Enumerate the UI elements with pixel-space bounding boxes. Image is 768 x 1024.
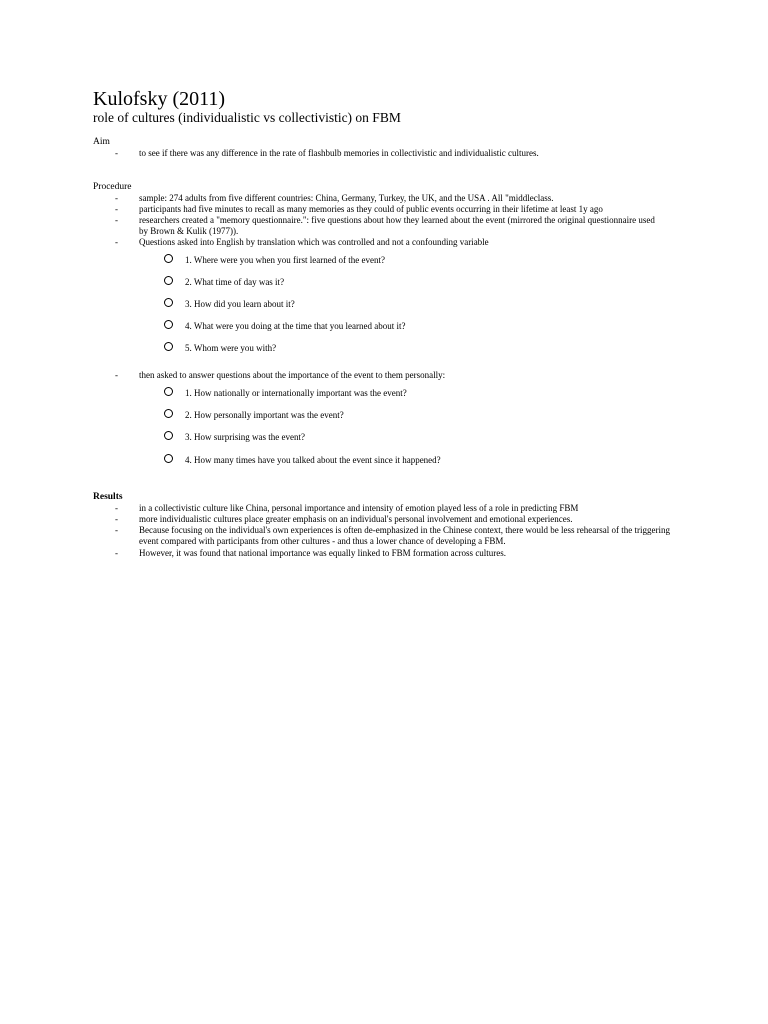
procedure-item-text: participants had five minutes to recall as many memories as they could of public events occurring in their lifetime at least 1y ago bbox=[139, 204, 603, 214]
question-text: 1. Where were you when you first learned of the event? bbox=[185, 255, 386, 265]
page-subtitle: role of cultures (individualistic vs collectivistic) on FBM bbox=[93, 110, 401, 125]
circle-bullet-icon bbox=[164, 320, 173, 329]
bullet-dash: - bbox=[115, 148, 118, 158]
procedure-item bbox=[93, 215, 693, 237]
results-item-text: However, it was found that national importance was equally linked to FBM formation across cultures. bbox=[139, 548, 507, 558]
importance-question-text: 1. How nationally or internationally important was the event? bbox=[185, 388, 407, 398]
bullet-dash: - bbox=[115, 548, 118, 558]
results-item-text: more individualistic cultures place greater emphasis on an individual's personal involvement and emotional experiences. bbox=[139, 514, 573, 524]
procedure-item-text: Questions asked into English by translation which was controlled and not a confounding variable bbox=[139, 237, 489, 247]
circle-bullet-icon bbox=[164, 454, 173, 463]
results-item bbox=[93, 514, 693, 525]
page-title: Kulofsky (2011) bbox=[93, 88, 226, 110]
bullet-dash: - bbox=[115, 204, 118, 214]
bullet-dash: - bbox=[115, 193, 118, 203]
circle-bullet-icon bbox=[164, 342, 173, 351]
aim-item-text: to see if there was any difference in the rate of flashbulb memories in collectivistic and individualistic cultures. bbox=[139, 148, 539, 158]
procedure-item bbox=[93, 193, 693, 204]
question-item bbox=[164, 277, 284, 288]
bullet-dash: - bbox=[115, 215, 118, 225]
circle-bullet-icon bbox=[164, 387, 173, 396]
bullet-dash: - bbox=[115, 525, 118, 535]
bullet-dash: - bbox=[115, 503, 118, 513]
question-text: 2. What time of day was it? bbox=[185, 277, 285, 287]
results-item bbox=[93, 525, 693, 547]
importance-question-text: 4. How many times have you talked about the event since it happened? bbox=[185, 455, 441, 465]
question-item bbox=[164, 299, 295, 310]
procedure-followup-text: then asked to answer questions about the importance of the event to them personally: bbox=[139, 370, 446, 380]
results-item bbox=[93, 548, 693, 559]
question-item bbox=[164, 343, 276, 354]
importance-question-item bbox=[164, 388, 407, 399]
question-text: 3. How did you learn about it? bbox=[185, 299, 295, 309]
circle-bullet-icon bbox=[164, 254, 173, 263]
procedure-item bbox=[93, 204, 693, 215]
importance-question-text: 2. How personally important was the event? bbox=[185, 410, 344, 420]
aim-item bbox=[93, 148, 693, 159]
question-item bbox=[164, 255, 385, 266]
circle-bullet-icon bbox=[164, 409, 173, 418]
results-heading: Results bbox=[93, 492, 123, 502]
importance-question-item bbox=[164, 432, 305, 443]
importance-question-text: 3. How surprising was the event? bbox=[185, 432, 305, 442]
results-item-text: in a collectivistic culture like China, personal importance and intensity of emotion played less of a role in predicting FBM bbox=[139, 503, 579, 513]
question-text: 4. What were you doing at the time that you learned about it? bbox=[185, 321, 406, 331]
circle-bullet-icon bbox=[164, 276, 173, 285]
importance-question-item bbox=[164, 410, 344, 421]
results-item bbox=[93, 503, 693, 514]
circle-bullet-icon bbox=[164, 298, 173, 307]
importance-question-item bbox=[164, 455, 441, 466]
question-item bbox=[164, 321, 406, 332]
bullet-dash: - bbox=[115, 514, 118, 524]
question-text: 5. Whom were you with? bbox=[185, 343, 277, 353]
procedure-followup bbox=[93, 370, 693, 381]
procedure-heading: Procedure bbox=[93, 182, 132, 192]
procedure-item bbox=[93, 237, 693, 248]
circle-bullet-icon bbox=[164, 431, 173, 440]
procedure-item-text: sample: 274 adults from five different countries: China, Germany, Turkey, the UK, and the USA . All "middleclass. bbox=[139, 193, 554, 203]
aim-heading: Aim bbox=[93, 137, 110, 147]
bullet-dash: - bbox=[115, 237, 118, 247]
bullet-dash: - bbox=[115, 370, 118, 380]
results-item-text: Because focusing on the individual's own experiences is often de-emphasized in the Chinese context, there would be less rehearsal of the triggering event compared with participants from other cultures - and thus a lower chance of developing a FBM. bbox=[139, 525, 670, 546]
procedure-item-text: researchers created a "memory questionnaire.": five questions about how they learned about the event (mirrored the original questionnaire used by Brown & Kulik (1977)). bbox=[139, 215, 655, 236]
